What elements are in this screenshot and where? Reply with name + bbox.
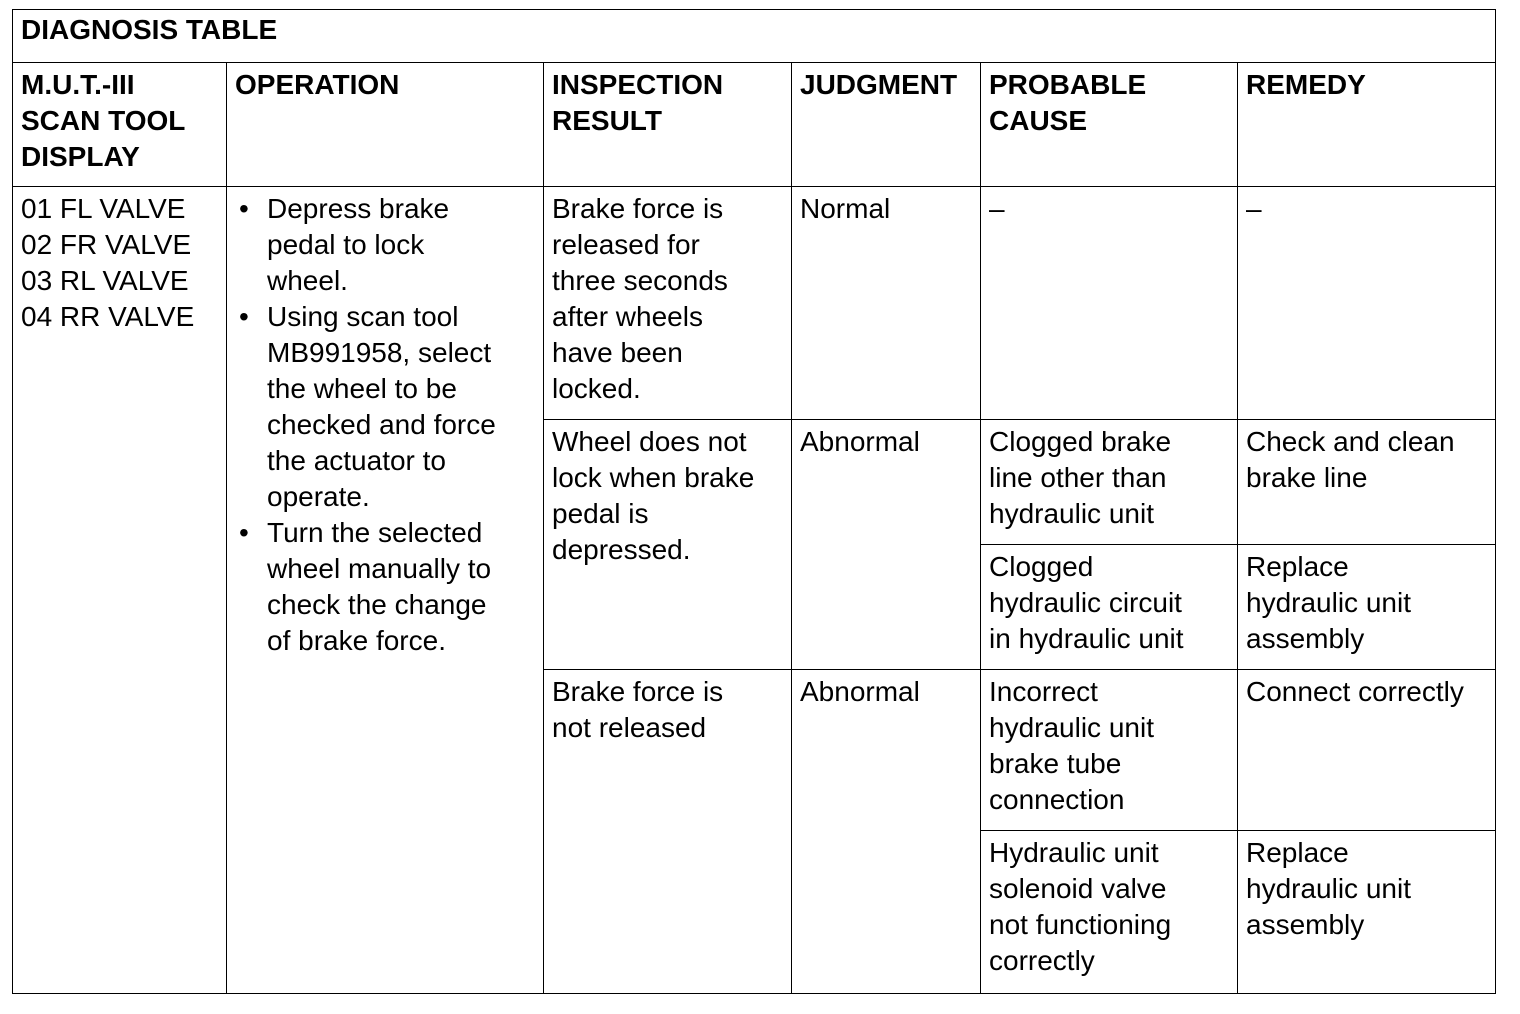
inspection-result-cell: Brake force is not released (544, 670, 792, 994)
operation-step: • Turn the selected wheel manually to check the change of brake force. (267, 515, 535, 659)
title-row (13, 10, 1496, 63)
header-remedy: REMEDY (1238, 63, 1496, 187)
probable-cause-cell: Clogged hydraulic circuit in hydraulic unit (981, 545, 1238, 670)
header-operation: OPERATION (227, 63, 544, 187)
diagnosis-table (12, 9, 1496, 994)
judgment-cell: Normal (792, 187, 981, 420)
remedy-cell: Check and clean brake line (1238, 420, 1496, 545)
probable-cause-cell: Clogged brake line other than hydraulic unit (981, 420, 1238, 545)
probable-cause-cell: – (981, 187, 1238, 420)
remedy-cell: Replace hydraulic unit assembly (1238, 545, 1496, 670)
header-row (13, 63, 1496, 187)
remedy-cell: – (1238, 187, 1496, 420)
remedy-cell: Replace hydraulic unit assembly (1238, 831, 1496, 994)
operation-list (235, 191, 535, 659)
operation-step: • Using scan tool MB991958, select the wheel to be checked and force the actuator to operate. (267, 299, 535, 515)
inspection-result-cell: Wheel does not lock when brake pedal is depressed. (544, 420, 792, 670)
operation-step: • Depress brake pedal to lock wheel. (267, 191, 535, 299)
operation-cell (227, 187, 544, 994)
header-inspection-result: INSPECTION RESULT (544, 63, 792, 187)
scan-tool-display-cell: 01 FL VALVE 02 FR VALVE 03 RL VALVE 04 RR VALVE (13, 187, 227, 994)
header-judgment: JUDGMENT (792, 63, 981, 187)
header-display: M.U.T.-III SCAN TOOL DISPLAY (13, 63, 227, 187)
remedy-cell: Connect correctly (1238, 670, 1496, 831)
header-probable-cause: PROBABLE CAUSE (981, 63, 1238, 187)
probable-cause-cell: Incorrect hydraulic unit brake tube connection (981, 670, 1238, 831)
table-title: DIAGNOSIS TABLE (13, 10, 1496, 63)
probable-cause-cell: Hydraulic unit solenoid valve not functioning correctly (981, 831, 1238, 994)
judgment-cell: Abnormal (792, 420, 981, 670)
judgment-cell: Abnormal (792, 670, 981, 994)
inspection-result-cell: Brake force is released for three seconds after wheels have been locked. (544, 187, 792, 420)
table-row (13, 187, 1496, 420)
